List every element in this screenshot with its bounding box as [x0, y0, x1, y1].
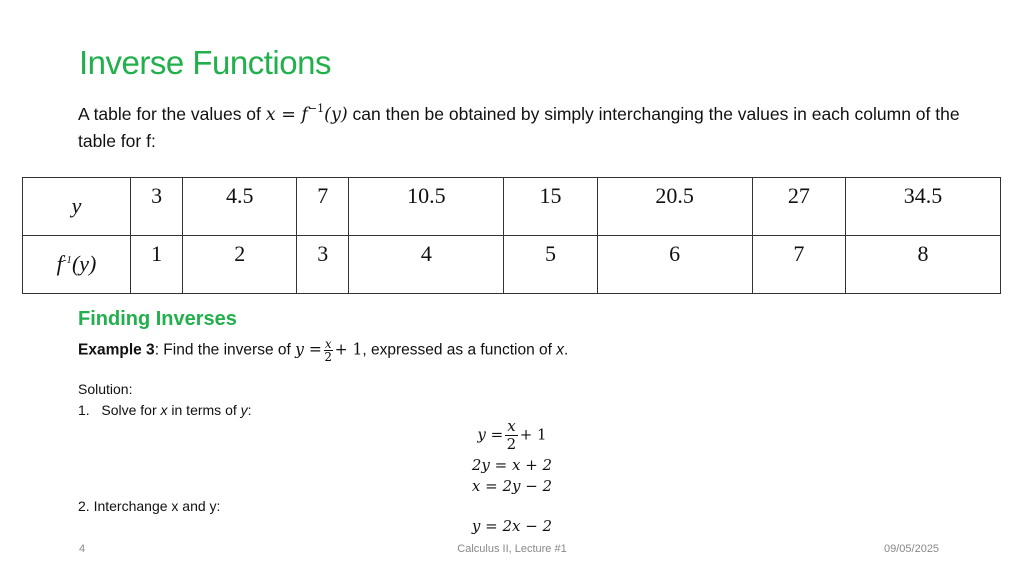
step1-text-a: Solve for: [101, 402, 161, 418]
finv-arg: (y): [71, 251, 97, 276]
page-number: 4: [79, 543, 86, 555]
eq1-rhs: + 1: [519, 425, 547, 444]
table-cell: 8: [846, 236, 1001, 294]
step1-text-b: in terms of: [167, 402, 241, 418]
table-cell: 6: [597, 236, 752, 294]
table-cell: 7: [297, 178, 349, 236]
table-cell: 27: [752, 178, 845, 236]
example-end: .: [564, 341, 569, 359]
step-1: [78, 402, 252, 418]
row-label-finv: [23, 236, 131, 294]
eq1-fraction: [505, 418, 517, 453]
row-label-y: y: [23, 178, 131, 236]
eq1-frac-den: 2: [506, 435, 517, 453]
equation-1: [0, 418, 1024, 453]
values-table: [22, 177, 1001, 294]
table-cell: 3: [297, 236, 349, 294]
intro-paragraph: [78, 101, 978, 154]
table-cell: 4.5: [183, 178, 297, 236]
intro-text-end: can then be obtained by simply interchanging the values in each column of the table for f:: [78, 104, 960, 151]
table-cell: 7: [752, 236, 845, 294]
step1-y: y: [240, 402, 248, 418]
example-x: x: [556, 341, 564, 359]
table-cell: 20.5: [597, 178, 752, 236]
intro-math-sup: −1: [307, 102, 325, 115]
example-fraction: [324, 338, 333, 363]
example-text: : Find the inverse of: [154, 341, 296, 359]
section-title: Finding Inverses: [78, 308, 237, 330]
solution-label: Solution:: [78, 381, 133, 397]
example-y: y: [295, 340, 304, 359]
example-line: [78, 338, 568, 363]
table-cell: 4: [349, 236, 504, 294]
intro-math: x = f: [265, 105, 308, 125]
table-cell: 15: [504, 178, 597, 236]
example-label: Example 3: [78, 341, 155, 359]
footer-course: Calculus II, Lecture #1: [457, 543, 567, 555]
example-tail: , expressed as a function of: [362, 341, 557, 359]
example-eq: =: [303, 340, 322, 359]
example-frac-den: 2: [324, 350, 333, 364]
table-row-finv: [23, 236, 1001, 294]
table-cell: 1: [131, 236, 183, 294]
table-row-y: [23, 178, 1001, 236]
table-cell: 2: [183, 236, 297, 294]
table-cell: 3: [131, 178, 183, 236]
step1-number: 1.: [78, 402, 90, 418]
footer-date: 09/05/2025: [884, 543, 940, 555]
slide-title: Inverse Functions: [79, 44, 331, 81]
table-cell: 5: [504, 236, 597, 294]
step-2: 2. Interchange x and y:: [78, 498, 221, 514]
finv-f: f: [56, 251, 63, 276]
eq1-frac-num: x: [507, 417, 516, 435]
eq1-lhs: y =: [477, 425, 504, 444]
equation-3: x = 2y − 2: [471, 477, 553, 495]
table-cell: 34.5: [846, 178, 1001, 236]
intro-math-arg: (y): [324, 105, 348, 125]
finv-sup: -1: [62, 254, 72, 266]
example-plus: + 1: [334, 340, 363, 359]
example-frac-num: x: [324, 337, 332, 351]
equation-2: 2y = x + 2: [471, 456, 553, 474]
equation-4: y = 2x − 2: [471, 517, 553, 535]
step1-x: x: [160, 402, 168, 418]
intro-text-start: A table for the values of: [78, 104, 266, 124]
table-cell: 10.5: [349, 178, 504, 236]
step1-text-c: :: [247, 402, 252, 418]
